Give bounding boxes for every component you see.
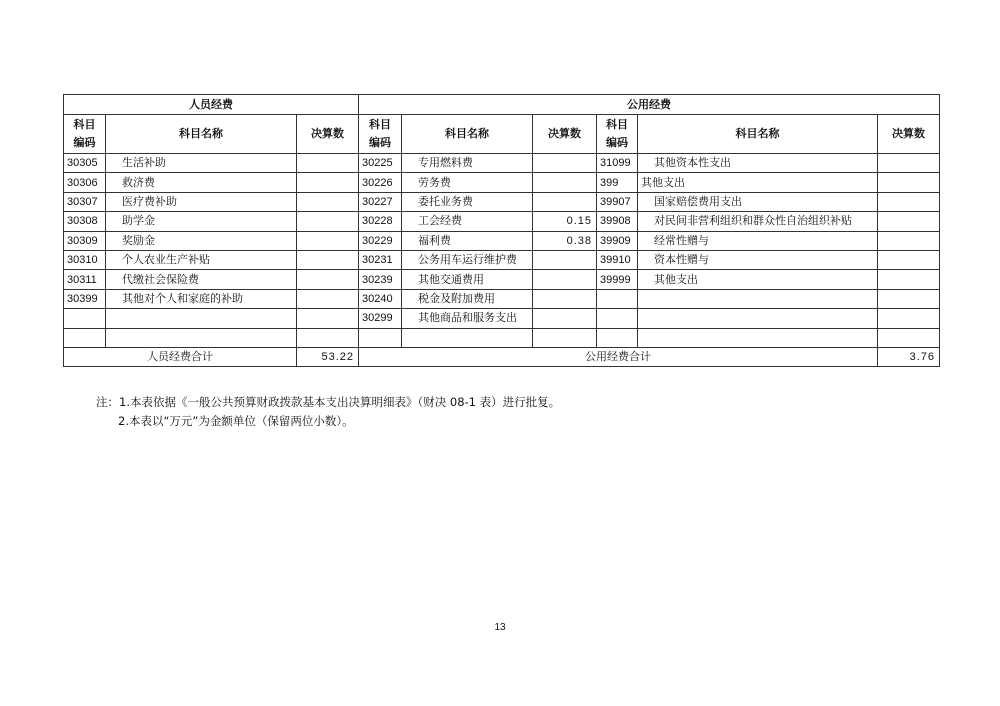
table-row [64,328,940,347]
item-amount [533,192,597,211]
item-code: 30227 [359,192,402,211]
item-name [638,328,878,347]
public-total-value: 3.76 [878,347,940,366]
item-code: 30307 [64,192,106,211]
table-row [64,192,940,211]
item-amount [297,328,359,347]
item-name: 国家赔偿费用支出 [638,192,878,211]
item-name [106,309,297,328]
item-amount [533,309,597,328]
item-amount [297,231,359,250]
column-header-name: 科目名称 [402,115,533,154]
item-amount [878,250,940,269]
item-amount [297,192,359,211]
item-name: 其他交通费用 [402,270,533,289]
item-name [638,289,878,308]
item-amount [297,309,359,328]
item-amount [878,328,940,347]
item-name: 经常性赠与 [638,231,878,250]
item-amount [297,270,359,289]
item-name [638,309,878,328]
item-name: 其他支出 [638,270,878,289]
item-code: 30299 [359,309,402,328]
item-name: 税金及附加费用 [402,289,533,308]
item-code: 39910 [597,250,638,269]
item-code: 30239 [359,270,402,289]
item-amount [297,154,359,173]
column-header-name: 科目名称 [106,115,297,154]
item-code: 39908 [597,212,638,231]
item-name: 医疗费补助 [106,192,297,211]
table-row [64,289,940,308]
item-amount: 0.15 [533,212,597,231]
item-amount [533,154,597,173]
item-amount [297,289,359,308]
column-header-amount: 决算数 [297,115,359,154]
item-name: 专用燃料费 [402,154,533,173]
personnel-section-header: 人员经费 [64,95,359,115]
item-code: 39907 [597,192,638,211]
item-name [106,328,297,347]
personnel-total-label: 人员经费合计 [64,347,297,366]
item-name: 劳务费 [402,173,533,192]
item-code [597,328,638,347]
item-code: 30309 [64,231,106,250]
item-code: 30399 [64,289,106,308]
item-code: 399 [597,173,638,192]
item-name: 救济费 [106,173,297,192]
table-row [64,154,940,173]
column-header-code: 科目 编码 [597,115,638,154]
table-row [64,173,940,192]
item-amount [878,212,940,231]
column-header-code: 科目 编码 [64,115,106,154]
item-amount [533,289,597,308]
item-name: 公务用车运行维护费 [402,250,533,269]
column-header-amount: 决算数 [878,115,940,154]
item-amount [533,250,597,269]
public-total-label: 公用经费合计 [359,347,878,366]
note-2: 2.本表以“万元”为金额单位（保留两位小数）。 [118,414,354,428]
item-code: 30228 [359,212,402,231]
item-code [359,328,402,347]
item-code [64,328,106,347]
personnel-total-value: 53.22 [297,347,359,366]
item-amount [878,192,940,211]
item-code: 30229 [359,231,402,250]
item-code [64,309,106,328]
item-name: 奖励金 [106,231,297,250]
item-code: 30226 [359,173,402,192]
item-name: 个人农业生产补贴 [106,250,297,269]
item-code: 30225 [359,154,402,173]
public-section-header: 公用经费 [359,95,940,115]
item-amount [533,270,597,289]
item-code: 30310 [64,250,106,269]
table-row [64,231,940,250]
item-code: 39909 [597,231,638,250]
item-amount [533,328,597,347]
item-name [402,328,533,347]
note-1: 注：1.本表依据《一般公共预算财政拨款基本支出决算明细表》（财决 08-1 表）进行批复。 [96,395,561,409]
item-name: 资本性赠与 [638,250,878,269]
item-name: 其他商品和服务支出 [402,309,533,328]
column-header-amount: 决算数 [533,115,597,154]
item-amount [878,173,940,192]
item-amount [878,309,940,328]
item-amount [533,173,597,192]
item-amount [297,173,359,192]
item-amount [878,154,940,173]
item-amount [297,250,359,269]
item-code: 30308 [64,212,106,231]
item-name: 生活补助 [106,154,297,173]
expenditure-detail-table [63,94,940,367]
table-row [64,309,940,328]
item-name: 代缴社会保险费 [106,270,297,289]
column-header-code: 科目 编码 [359,115,402,154]
item-amount [878,231,940,250]
column-header-name: 科目名称 [638,115,878,154]
item-code [597,289,638,308]
notes [96,393,560,431]
item-code: 30305 [64,154,106,173]
page-number: 13 [494,622,506,633]
item-name: 助学金 [106,212,297,231]
item-code: 30306 [64,173,106,192]
item-code [597,309,638,328]
item-name: 工会经费 [402,212,533,231]
item-amount: 0.38 [533,231,597,250]
item-code: 31099 [597,154,638,173]
item-name: 对民间非营利组织和群众性自治组织补贴 [638,212,878,231]
item-amount [878,289,940,308]
table-row [64,212,940,231]
item-name: 其他资本性支出 [638,154,878,173]
item-amount [878,270,940,289]
item-code: 39999 [597,270,638,289]
item-code: 30311 [64,270,106,289]
item-name: 委托业务费 [402,192,533,211]
totals-row [64,347,940,366]
item-name: 福利费 [402,231,533,250]
item-code: 30231 [359,250,402,269]
table-row [64,250,940,269]
item-code: 30240 [359,289,402,308]
item-name: 其他对个人和家庭的补助 [106,289,297,308]
table-row [64,270,940,289]
item-amount [297,212,359,231]
item-name: 其他支出 [638,173,878,192]
